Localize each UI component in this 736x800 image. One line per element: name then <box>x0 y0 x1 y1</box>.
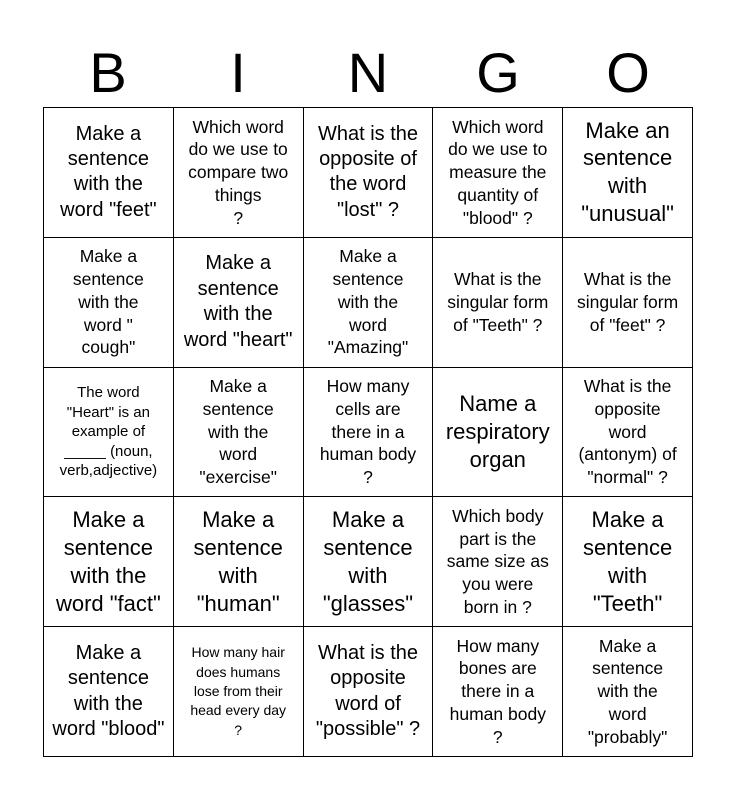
cell-text: Make a sentence with "glasses" <box>322 506 414 616</box>
bingo-cell[interactable] <box>433 108 563 238</box>
header-letter-g: G <box>476 41 520 104</box>
cell-text: Which body part is the same size as you were born in ? <box>446 505 549 617</box>
cell-text: Name a respiratory organ <box>445 391 550 472</box>
bingo-cell[interactable] <box>433 238 563 368</box>
cell-text: What is the opposite of the word "lost" ? <box>317 122 419 221</box>
header-letter-n: N <box>347 41 389 104</box>
cell-text: Make a sentence with the word "feet" <box>60 122 157 221</box>
header-letter-i: I <box>230 41 246 104</box>
bingo-cell[interactable] <box>563 108 693 238</box>
cell-text: Make a sentence with "human" <box>193 506 283 616</box>
bingo-cell[interactable] <box>44 238 174 368</box>
cell-text: What is the opposite word (antonym) of "normal" ? <box>578 376 677 488</box>
bingo-header <box>43 40 693 106</box>
bingo-cell[interactable] <box>304 368 434 498</box>
cell-text: What is the singular form of "Teeth" ? <box>447 269 549 335</box>
cell-text: Make a sentence with the word "probably" <box>587 635 668 747</box>
bingo-cell[interactable] <box>563 368 693 498</box>
cell-text: How many hair does humans lose from their head every day ? <box>190 644 287 738</box>
cell-text: Make an sentence with "unusual" <box>581 117 674 227</box>
bingo-cell[interactable] <box>433 627 563 757</box>
cell-text: Which word do we use to compare two things ? <box>188 116 289 228</box>
bingo-cell[interactable] <box>174 368 304 498</box>
cell-text: How many bones are there in a human body ? <box>449 635 546 747</box>
bingo-cell[interactable] <box>174 238 304 368</box>
bingo-cell[interactable] <box>433 368 563 498</box>
bingo-cell[interactable] <box>304 627 434 757</box>
bingo-cell[interactable] <box>174 108 304 238</box>
bingo-cell[interactable] <box>563 627 693 757</box>
bingo-board <box>43 107 693 757</box>
bingo-cell[interactable] <box>44 108 174 238</box>
bingo-cell[interactable] <box>44 627 174 757</box>
cell-text: What is the opposite word of "possible" ? <box>315 641 421 740</box>
bingo-cell[interactable] <box>44 368 174 498</box>
bingo-cell[interactable] <box>174 627 304 757</box>
cell-text: Make a sentence with the word "fact" <box>55 506 161 616</box>
cell-text: Make a sentence with the word "heart" <box>183 252 293 351</box>
cell-text: Make a sentence with the word "exercise" <box>199 376 277 488</box>
bingo-cell[interactable] <box>174 497 304 627</box>
cell-text: How many cells are there in a human body ? <box>319 376 417 488</box>
bingo-cell[interactable] <box>304 108 434 238</box>
bingo-cell[interactable] <box>44 497 174 627</box>
header-letter-b: B <box>89 41 127 104</box>
cell-text: Make a sentence with the word "Amazing" <box>327 246 409 358</box>
cell-text: Make a sentence with "Teeth" <box>582 506 673 616</box>
bingo-cell[interactable] <box>433 497 563 627</box>
cell-text: Make a sentence with the word " cough" <box>72 246 144 358</box>
bingo-cell[interactable] <box>563 238 693 368</box>
cell-text: Make a sentence with the word "blood" <box>52 641 165 740</box>
header-letter-o: O <box>606 41 650 104</box>
cell-text: What is the singular form of "feet" ? <box>577 269 679 335</box>
cell-text: The word "Heart" is an example of _____ (noun, verb,adjective) <box>59 384 158 480</box>
bingo-cell[interactable] <box>563 497 693 627</box>
cell-text: Which word do we use to measure the quantity of "blood" ? <box>448 116 548 228</box>
bingo-cell[interactable] <box>304 497 434 627</box>
bingo-cell[interactable] <box>304 238 434 368</box>
